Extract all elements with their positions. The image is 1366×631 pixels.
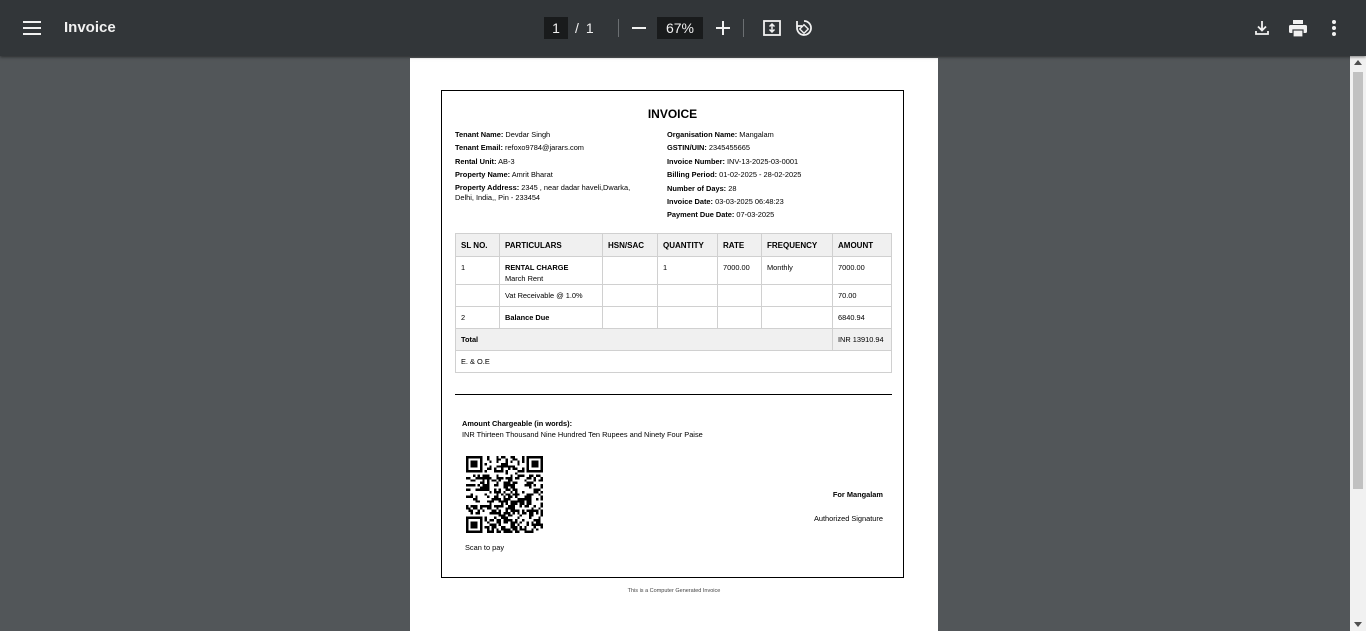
table-header-row	[456, 234, 892, 257]
rate: 7000.00	[718, 257, 762, 285]
sl-no: 2	[456, 307, 500, 329]
zoom-level-input[interactable]: 67%	[657, 17, 703, 39]
column-header: PARTICULARS	[500, 234, 603, 257]
column-header: SL NO.	[456, 234, 500, 257]
invoice-items-table	[455, 233, 892, 373]
tenant-name-label: Tenant Name:	[455, 130, 504, 139]
column-header: QUANTITY	[658, 234, 718, 257]
pdf-page	[410, 58, 938, 631]
table-row	[456, 257, 892, 285]
amount-in-words	[462, 418, 703, 440]
billing-period: 01-02-2025 - 28-02-2025	[719, 170, 802, 180]
amount: 7000.00	[833, 257, 892, 285]
frequency	[762, 285, 833, 307]
authorized-signature-label: Authorized Signature	[813, 514, 883, 523]
tenant-details	[455, 128, 655, 204]
zoom-in-icon[interactable]	[707, 12, 739, 44]
total-label: Total	[456, 329, 833, 351]
page-selector	[544, 17, 594, 39]
amount: 70.00	[833, 285, 892, 307]
quantity	[658, 307, 718, 329]
more-options-icon[interactable]	[1318, 12, 1350, 44]
section-divider	[455, 394, 892, 395]
amount-words-label: Amount Chargeable (in words):	[462, 419, 573, 428]
toolbar-divider	[618, 19, 619, 37]
document-title: Invoice	[64, 19, 116, 36]
download-icon[interactable]	[1246, 12, 1278, 44]
column-header: RATE	[718, 234, 762, 257]
property-name: Amrit Bharat	[511, 170, 553, 180]
gstin: 2345455665	[708, 143, 750, 153]
hsn-sac	[603, 285, 658, 307]
total-pages: 1	[585, 20, 594, 36]
organisation-name: Mangalam	[739, 130, 774, 139]
fit-to-page-icon[interactable]	[756, 12, 788, 44]
particular: Vat Receivable @ 1.0%	[500, 285, 603, 307]
amount-words-value: INR Thirteen Thousand Nine Hundred Ten Rupees and Ninety Four Paise	[462, 430, 703, 439]
pdf-toolbar	[0, 0, 1366, 56]
particular-sub: March Rent	[505, 274, 544, 283]
zoom-out-icon[interactable]	[623, 12, 655, 44]
property-address-label: Property Address:	[455, 182, 520, 192]
payment-due-date: 07-03-2025	[736, 210, 775, 220]
tenant-email: refoxo9784@jarars.com	[504, 143, 584, 153]
property-address-line2: Delhi, India,, Pin - 233454	[455, 193, 541, 203]
table-row	[456, 307, 892, 329]
rotate-icon[interactable]	[788, 12, 820, 44]
number-of-days-label: Number of Days:	[667, 183, 727, 193]
invoice-date: 03-03-2025 06:48:23	[715, 197, 784, 207]
toolbar-divider	[743, 19, 744, 37]
scroll-down-icon[interactable]	[1354, 622, 1362, 627]
amount: 6840.94	[833, 307, 892, 329]
property-name-label: Property Name:	[455, 170, 511, 180]
eoe-row	[456, 351, 892, 373]
frequency: Monthly	[762, 257, 833, 285]
rate	[718, 307, 762, 329]
billing-period-label: Billing Period:	[667, 170, 718, 180]
current-page-input[interactable]: 1	[544, 17, 568, 39]
scrollbar-thumb[interactable]	[1353, 72, 1363, 489]
invoice-box	[441, 90, 904, 578]
frequency	[762, 307, 833, 329]
particular: Balance Due	[500, 307, 603, 329]
sl-no: 1	[456, 257, 500, 285]
rental-unit-label: Rental Unit:	[455, 156, 497, 166]
hsn-sac	[603, 307, 658, 329]
for-company-label: For Mangalam	[832, 490, 883, 499]
particular-cell	[500, 257, 603, 285]
invoice-date-label: Invoice Date:	[667, 197, 714, 207]
rate	[718, 285, 762, 307]
payment-qr-code	[466, 456, 543, 533]
page-separator: /	[575, 20, 579, 36]
invoice-number: INV-13-2025-03-0001	[726, 156, 799, 166]
quantity	[658, 285, 718, 307]
quantity: 1	[658, 257, 718, 285]
column-header: FREQUENCY	[762, 234, 833, 257]
scroll-up-icon[interactable]	[1354, 60, 1362, 65]
eoe-text: E. & O.E	[456, 351, 892, 373]
computer-generated-note: This is a Computer Generated Invoice	[627, 588, 721, 594]
invoice-number-label: Invoice Number:	[667, 156, 725, 166]
rental-unit: AB-3	[498, 156, 515, 166]
scan-to-pay-label: Scan to pay	[465, 543, 505, 552]
tenant-email-label: Tenant Email:	[455, 143, 503, 153]
total-value: INR 13910.94	[833, 329, 892, 351]
organisation-details	[667, 128, 887, 222]
invoice-title: INVOICE	[647, 107, 698, 121]
total-row	[456, 329, 892, 351]
column-header: AMOUNT	[833, 234, 892, 257]
sl-no	[456, 285, 500, 307]
column-header: HSN/SAC	[603, 234, 658, 257]
organisation-name-label: Organisation Name:	[667, 130, 738, 139]
particular: RENTAL CHARGE	[505, 263, 569, 272]
hsn-sac	[603, 257, 658, 285]
property-address-line1: 2345 , near dadar haveli,Dwarka,	[521, 182, 631, 192]
gstin-label: GSTIN/UIN:	[667, 143, 707, 153]
menu-icon[interactable]	[16, 12, 48, 44]
number-of-days: 28	[728, 183, 737, 193]
tenant-name: Devdar Singh	[505, 130, 551, 139]
print-icon[interactable]	[1282, 12, 1314, 44]
payment-due-date-label: Payment Due Date:	[667, 210, 735, 220]
vertical-scrollbar[interactable]	[1350, 56, 1366, 631]
table-row	[456, 285, 892, 307]
